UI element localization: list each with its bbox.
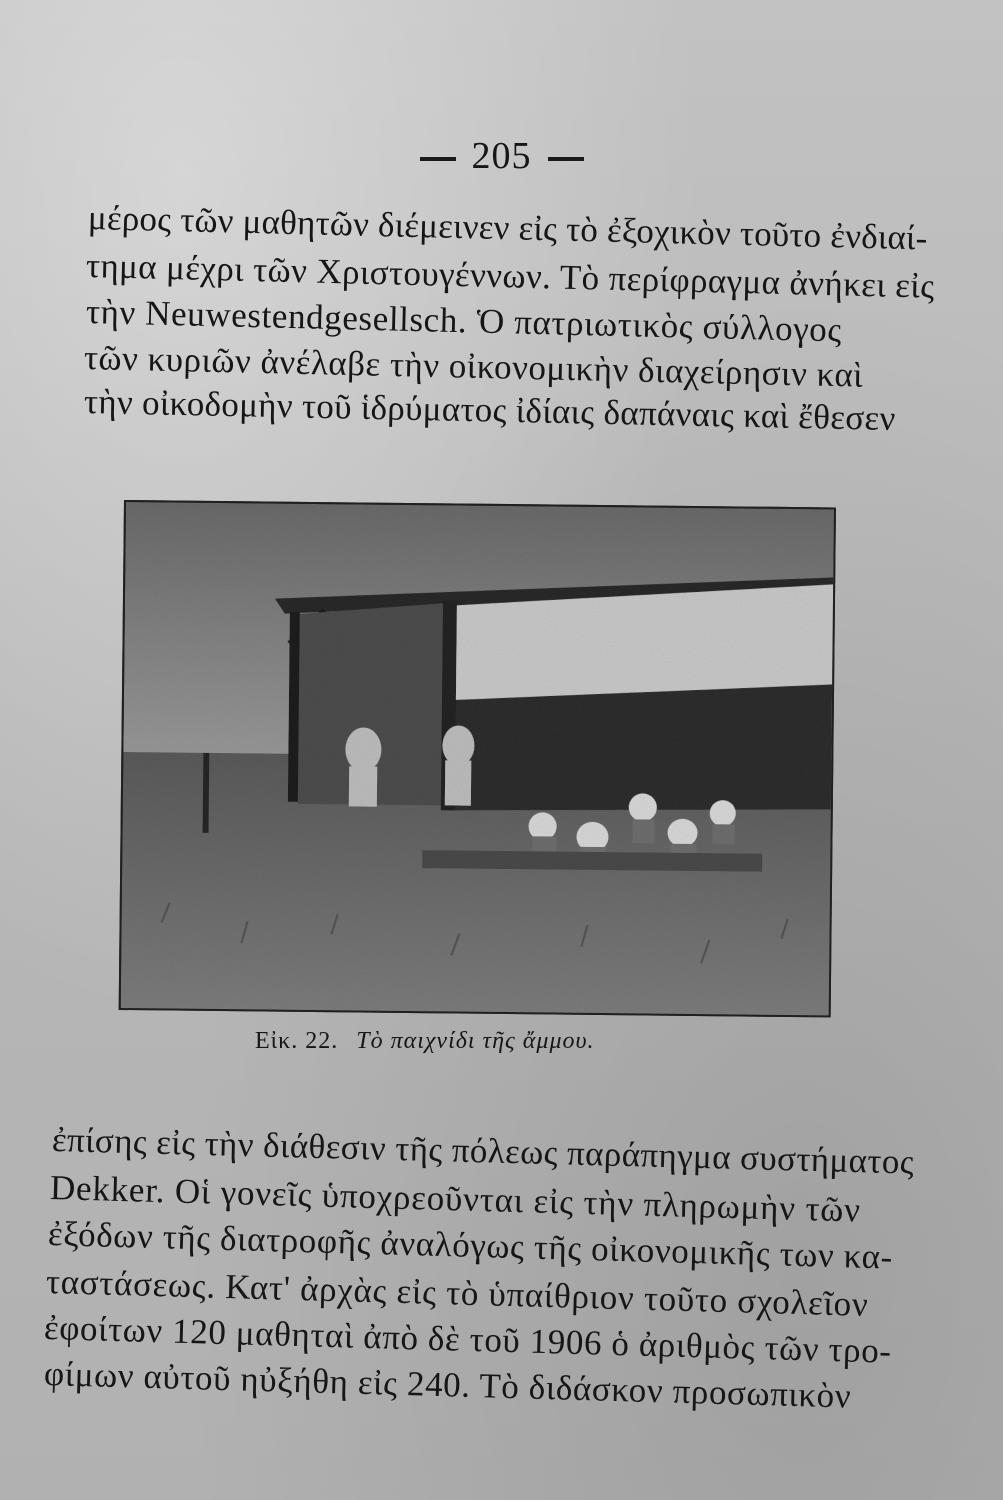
photograph: [119, 500, 836, 1017]
text-line: φίμων αὐτοῦ ηὐξήθη εἰς 240. Τὸ διδάσκον προσωπικὸν: [43, 1354, 852, 1416]
page-number: [0, 134, 1003, 178]
text-line: μέρος τῶν μαθητῶν διέμεινεν εἰς τὸ ἐξοχικὸν τοῦτο ἐνδιαί-: [87, 198, 929, 258]
text-line: τημα μέχρι τῶν Χριστουγέννων. Τὸ περίφραγμα ἀνήκει εἰς: [85, 246, 935, 306]
text-line: τῶν κυριῶν ἀνέλαβε τὴν οἰκονομικὴν διαχείρησιν καὶ: [83, 338, 864, 395]
figure-caption: [255, 1028, 595, 1055]
text-line: ἐπίσης εἰς τὴν διάθεσιν τῆς πόλεως παράπηγμα συστήματος: [51, 1120, 915, 1182]
text-line: Dekker. Οἱ γονεῖς ὑποχρεοῦνται εἰς τὴν πληρωμὴν τῶν: [49, 1168, 862, 1230]
text-line: τὴν οἰκοδομὴν τοῦ ἱδρύματος ἰδίαις δαπάναις καὶ ἔθεσεν: [83, 382, 897, 438]
figure: [119, 500, 836, 1017]
text-line: ἐφοίτων 120 μαθηταὶ ἀπὸ δὲ τοῦ 1906 ὁ ἀριθμὸς τῶν τρο-: [43, 1308, 893, 1371]
page-number-text: 205: [471, 135, 532, 177]
text-line: ἐξόδων τῆς διατροφῆς ἀναλόγως τῆς οἰκονομικῆς των κα-: [47, 1214, 894, 1277]
photograph-image: [121, 502, 836, 1017]
text-line: ταστάσεως. Κατ' ἀρχὰς εἰς τὸ ὑπαίθριον τοῦτο σχολεῖον: [45, 1262, 869, 1324]
caption-text: Τὸ παιχνίδι τῆς ἄμμου.: [356, 1028, 595, 1054]
right-dash: [548, 157, 584, 161]
text-line: τὴν Neuwestendgesellsch. Ὁ πατριωτικὸς σύλλογος: [85, 292, 843, 350]
caption-label: Εἰκ. 22.: [255, 1028, 339, 1054]
left-dash: [420, 157, 456, 161]
